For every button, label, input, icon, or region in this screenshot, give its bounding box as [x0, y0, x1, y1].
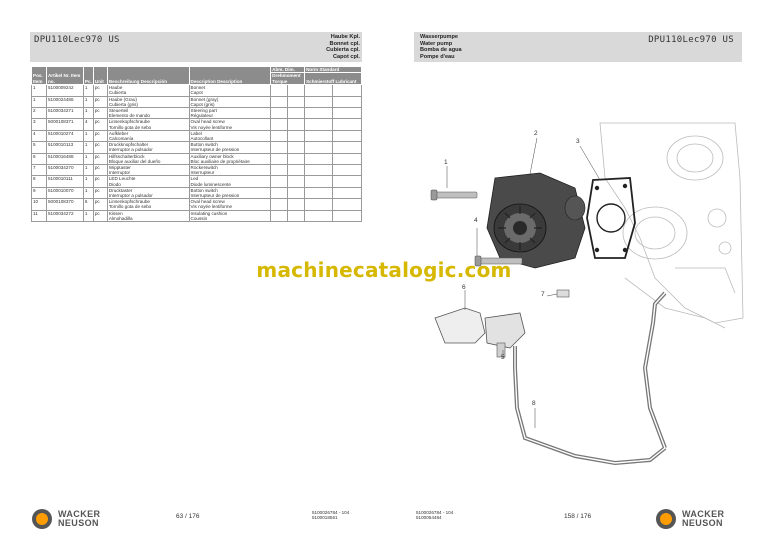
- desc-de: Steuerteil: [108, 108, 129, 114]
- desc-en: Botton switch: [190, 187, 218, 193]
- cell-empty: [333, 199, 362, 210]
- desc-es: Interruptor: [108, 170, 131, 176]
- callout-7: 7: [541, 291, 545, 298]
- cell-pc: 4: [83, 119, 93, 130]
- cell-description: [189, 142, 271, 153]
- thermostat-housing: [435, 308, 525, 357]
- desc-en: Auxiliary owner block: [190, 153, 234, 159]
- cell-article: 5100010113: [46, 142, 83, 153]
- cell-pc: 1: [83, 108, 93, 119]
- cell-unit: pc: [93, 165, 107, 176]
- callout-5: 5: [501, 354, 505, 361]
- table-row: [32, 85, 362, 96]
- desc-en: Bonnet: [190, 85, 206, 91]
- doc-numbers-left: [312, 510, 349, 520]
- cell-empty: [305, 187, 333, 198]
- cell-empty: [271, 187, 288, 198]
- coolant-hose-inner: [515, 293, 665, 463]
- cell-empty: [333, 210, 362, 221]
- cell-empty: [288, 130, 305, 141]
- header-drehmoment: Drehmoment Torque: [271, 73, 305, 85]
- header-description: Description Description: [189, 67, 271, 85]
- right-page-titles: [420, 34, 462, 60]
- desc-de: Wipptaster: [108, 165, 131, 171]
- cell-description: [189, 199, 271, 210]
- cell-beschreibung: [107, 108, 189, 119]
- cell-empty: [271, 96, 288, 107]
- cell-empty: [333, 187, 362, 198]
- cell-beschreibung: [107, 96, 189, 107]
- title-fr: Pompe d'eau: [420, 53, 455, 60]
- cell-empty: [271, 142, 288, 153]
- desc-es: Diodo: [108, 181, 121, 187]
- cell-pc: 1: [83, 210, 93, 221]
- desc-de: Druckknopfschalter: [108, 142, 149, 148]
- engine-block-outline: [600, 123, 743, 328]
- right-model-name: DPU110Lec970 US: [648, 35, 734, 45]
- cell-empty: [271, 130, 288, 141]
- cell-unit: pc: [93, 142, 107, 153]
- cell-description: [189, 165, 271, 176]
- desc-de: Haube: [108, 85, 123, 91]
- header-pos: Pos. Item: [32, 67, 47, 85]
- desc-de: Linsenkopfschraube: [108, 119, 150, 125]
- cell-empty: [288, 119, 305, 130]
- title-de: Haube Kpl.: [330, 34, 360, 40]
- cell-empty: [305, 85, 333, 96]
- cell-unit: pc: [93, 85, 107, 96]
- left-model-name: DPU110Lec970 US: [34, 35, 120, 45]
- desc-en: Oval head screw: [190, 119, 225, 125]
- cell-article: 5100010070: [46, 187, 83, 198]
- cell-beschreibung: [107, 153, 189, 164]
- table-header-row-1: [32, 67, 362, 73]
- desc-fr: Autocollant: [190, 136, 214, 142]
- desc-de: Drucktaster: [108, 187, 133, 193]
- desc-de: LED Leuchte: [108, 176, 136, 182]
- table-row: [32, 108, 362, 119]
- cell-empty: [271, 153, 288, 164]
- desc-fr: Capot: [190, 90, 203, 96]
- cell-pc: 6: [83, 199, 93, 210]
- cell-empty: [288, 96, 305, 107]
- cell-pc: 1: [83, 85, 93, 96]
- desc-fr: Régulateur: [190, 113, 214, 119]
- desc-en: Steering part: [190, 108, 217, 114]
- cell-unit: pc: [93, 187, 107, 198]
- desc-en: Button switch: [190, 142, 218, 148]
- logo-icon: [32, 509, 52, 529]
- desc-es: Interruptor a pulsador: [108, 147, 153, 153]
- cell-description: [189, 85, 271, 96]
- table-row: [32, 96, 362, 107]
- cell-pos: 4: [32, 130, 47, 141]
- callout-8: 8: [532, 400, 536, 407]
- header-beschreibung: Beschreibung Descripción: [107, 67, 189, 85]
- logo-text: [58, 510, 100, 528]
- header-article: Artikel Nr. Item no.: [46, 67, 83, 85]
- doc-number: 5100054484: [416, 515, 442, 521]
- callout-3: 3: [576, 138, 580, 145]
- header-pc: Pc.: [83, 67, 93, 85]
- cell-article: 5100009242: [46, 85, 83, 96]
- table-row: [32, 210, 362, 221]
- cell-beschreibung: [107, 187, 189, 198]
- bolt-1: [431, 190, 477, 200]
- cell-empty: [333, 142, 362, 153]
- cell-beschreibung: [107, 142, 189, 153]
- desc-es: Tornillo gota de sebo: [108, 204, 152, 210]
- table-row: [32, 199, 362, 210]
- cell-pos: 3: [32, 119, 47, 130]
- cell-empty: [271, 210, 288, 221]
- cell-pc: 1: [83, 176, 93, 187]
- cell-empty: [288, 85, 305, 96]
- title-es: Cubierta cpl.: [326, 47, 360, 54]
- cell-empty: [271, 176, 288, 187]
- cell-empty: [333, 119, 362, 130]
- cell-empty: [288, 165, 305, 176]
- cell-unit: pc: [93, 210, 107, 221]
- cell-article: 5100034271: [46, 108, 83, 119]
- cell-unit: pc: [93, 108, 107, 119]
- cell-pc: 1: [83, 165, 93, 176]
- table-row: [32, 153, 362, 164]
- header-abm: Abm. Dim.: [271, 67, 305, 73]
- logo-text: [682, 510, 724, 528]
- cell-beschreibung: [107, 119, 189, 130]
- desc-fr: Capot (gris): [190, 101, 215, 107]
- logo-line-2: NEUSON: [58, 518, 99, 528]
- cell-unit: pc: [93, 96, 107, 107]
- logo-line-2: NEUSON: [682, 518, 723, 528]
- callout-6: 6: [462, 284, 466, 291]
- cell-empty: [271, 108, 288, 119]
- cell-beschreibung: [107, 199, 189, 210]
- cell-description: [189, 108, 271, 119]
- table-row: [32, 142, 362, 153]
- cell-description: [189, 119, 271, 130]
- cell-pos: 8: [32, 176, 47, 187]
- cell-empty: [333, 165, 362, 176]
- cell-pos: 7: [32, 165, 47, 176]
- cell-beschreibung: [107, 85, 189, 96]
- desc-de: Hilfsschalterblock: [108, 153, 145, 159]
- table-row: [32, 130, 362, 141]
- desc-fr: Coussin: [190, 215, 208, 221]
- desc-en: Label: [190, 130, 202, 136]
- title-en: Water pump: [420, 40, 453, 47]
- desc-fr: Interrupteur de pression: [190, 193, 240, 199]
- title-fr: Capot cpl.: [332, 53, 360, 60]
- cell-unit: pc: [93, 119, 107, 130]
- parts-table: [31, 66, 362, 222]
- desc-fr: Diode luminescente: [190, 181, 231, 187]
- title-es: Bomba de agua: [420, 47, 462, 54]
- cell-article: 5000108371: [46, 119, 83, 130]
- left-page-titles: [326, 34, 360, 60]
- cell-pos: 11: [32, 210, 47, 221]
- desc-es: Almohadilla: [108, 215, 133, 221]
- page-number-left: 63 / 176: [176, 513, 200, 520]
- cell-empty: [271, 199, 288, 210]
- header-schmierstoff: Schmierstoff Lubricant: [305, 73, 362, 85]
- cell-empty: [305, 176, 333, 187]
- callout-4: 4: [474, 217, 478, 224]
- cell-unit: pc: [93, 199, 107, 210]
- title-de: Wasserpumpe: [420, 34, 459, 40]
- cell-pc: 1: [83, 96, 93, 107]
- desc-de: Linsenkopfschraube: [108, 199, 150, 205]
- cell-empty: [305, 142, 333, 153]
- cell-article: 5000108370: [46, 199, 83, 210]
- cell-empty: [305, 96, 333, 107]
- cell-empty: [333, 96, 362, 107]
- cell-empty: [271, 119, 288, 130]
- cell-beschreibung: [107, 176, 189, 187]
- cell-empty: [288, 199, 305, 210]
- desc-de: Haube (Grau): [108, 96, 137, 102]
- cell-pos: 2: [32, 108, 47, 119]
- cell-empty: [288, 210, 305, 221]
- cell-beschreibung: [107, 210, 189, 221]
- water-pump-body: [487, 173, 585, 268]
- cell-article: 5100034272: [46, 210, 83, 221]
- cell-empty: [271, 85, 288, 96]
- desc-es: Cubierta (gris): [108, 101, 138, 107]
- desc-es: Elemento de mando: [108, 113, 150, 119]
- cell-article: 5100016488: [46, 153, 83, 164]
- header-norm: Norm Standard: [305, 67, 362, 73]
- cell-description: [189, 176, 271, 187]
- water-pump-diagram: [425, 118, 745, 478]
- cell-beschreibung: [107, 130, 189, 141]
- gasket: [587, 178, 635, 258]
- desc-fr: Vis noyée lentiforme: [190, 124, 233, 130]
- cell-empty: [333, 85, 362, 96]
- watermark-text: machinecatalogic.com: [256, 258, 512, 282]
- desc-fr: Interrupteur: [190, 170, 215, 176]
- cell-empty: [288, 176, 305, 187]
- cell-article: 5100010274: [46, 130, 83, 141]
- cell-pos: 6: [32, 153, 47, 164]
- cell-unit: pc: [93, 153, 107, 164]
- table-row: [32, 176, 362, 187]
- doc-number: 5100026784 - 104: [312, 510, 350, 515]
- callout-1: 1: [444, 159, 448, 166]
- cell-pc: 1: [83, 153, 93, 164]
- cell-description: [189, 130, 271, 141]
- cell-empty: [305, 119, 333, 130]
- cell-pc: 1: [83, 187, 93, 198]
- cell-empty: [288, 142, 305, 153]
- desc-es: Calcomanía: [108, 136, 134, 142]
- desc-en: Bonnet (gray): [190, 96, 219, 102]
- page-number-right: 158 / 176: [564, 513, 592, 520]
- cell-empty: [333, 176, 362, 187]
- logo-line-1: WACKER: [682, 509, 725, 519]
- cell-empty: [288, 153, 305, 164]
- logo-icon: [656, 509, 676, 529]
- cell-beschreibung: [107, 165, 189, 176]
- cell-pos: 1: [32, 85, 47, 96]
- desc-fr: Vis noyée lentiforme: [190, 204, 233, 210]
- cell-pos: 1: [32, 96, 47, 107]
- desc-de: Kissen: [108, 210, 123, 216]
- table-row: [32, 165, 362, 176]
- title-en: Bonnet cpl.: [329, 40, 360, 47]
- cell-empty: [305, 153, 333, 164]
- cell-article: 5100010111: [46, 176, 83, 187]
- desc-es: Interruptor a pulsador: [108, 193, 153, 199]
- cell-unit: pc: [93, 176, 107, 187]
- desc-es: Cubierta: [108, 90, 127, 96]
- desc-fr: Interrupteur de pression: [190, 147, 240, 153]
- table-row: [32, 187, 362, 198]
- hose-clamp-7: [557, 290, 569, 297]
- cell-empty: [271, 165, 288, 176]
- cell-pc: 1: [83, 130, 93, 141]
- cell-description: [189, 187, 271, 198]
- cell-pos: 9: [32, 187, 47, 198]
- cell-article: 5100034270: [46, 165, 83, 176]
- desc-en: Led: [190, 176, 199, 182]
- desc-en: Rockerswitch: [190, 165, 218, 171]
- cell-pc: 1: [83, 142, 93, 153]
- cell-description: [189, 96, 271, 107]
- header-unit: Unit: [93, 67, 107, 85]
- coolant-hose: [515, 293, 665, 463]
- doc-number: 5100026784 - 104: [416, 510, 454, 515]
- cell-description: [189, 153, 271, 164]
- cell-empty: [333, 130, 362, 141]
- desc-es: Bloque auxiliar del dueño: [108, 158, 161, 164]
- cell-empty: [333, 153, 362, 164]
- desc-de: Aufkleber: [108, 130, 129, 136]
- desc-fr: Bloc auxiliaire de propriétaire: [190, 158, 250, 164]
- cell-unit: pc: [93, 130, 107, 141]
- desc-es: Tornillo gota de sebo: [108, 124, 152, 130]
- table-row: [32, 119, 362, 130]
- cell-empty: [305, 130, 333, 141]
- cell-description: [189, 210, 271, 221]
- logo-line-1: WACKER: [58, 509, 101, 519]
- cell-empty: [288, 187, 305, 198]
- cell-pos: 5: [32, 142, 47, 153]
- cell-empty: [305, 199, 333, 210]
- doc-number: 5100018561: [312, 515, 338, 521]
- desc-en: Oval head screw: [190, 199, 225, 205]
- cell-empty: [333, 108, 362, 119]
- cell-article: 5100024486: [46, 96, 83, 107]
- cell-empty: [305, 108, 333, 119]
- callout-2: 2: [534, 130, 538, 137]
- cell-empty: [288, 108, 305, 119]
- cell-pos: 10: [32, 199, 47, 210]
- desc-en: Insulating cushion: [190, 210, 228, 216]
- cell-empty: [305, 165, 333, 176]
- doc-numbers-right: [416, 510, 453, 520]
- cell-empty: [305, 210, 333, 221]
